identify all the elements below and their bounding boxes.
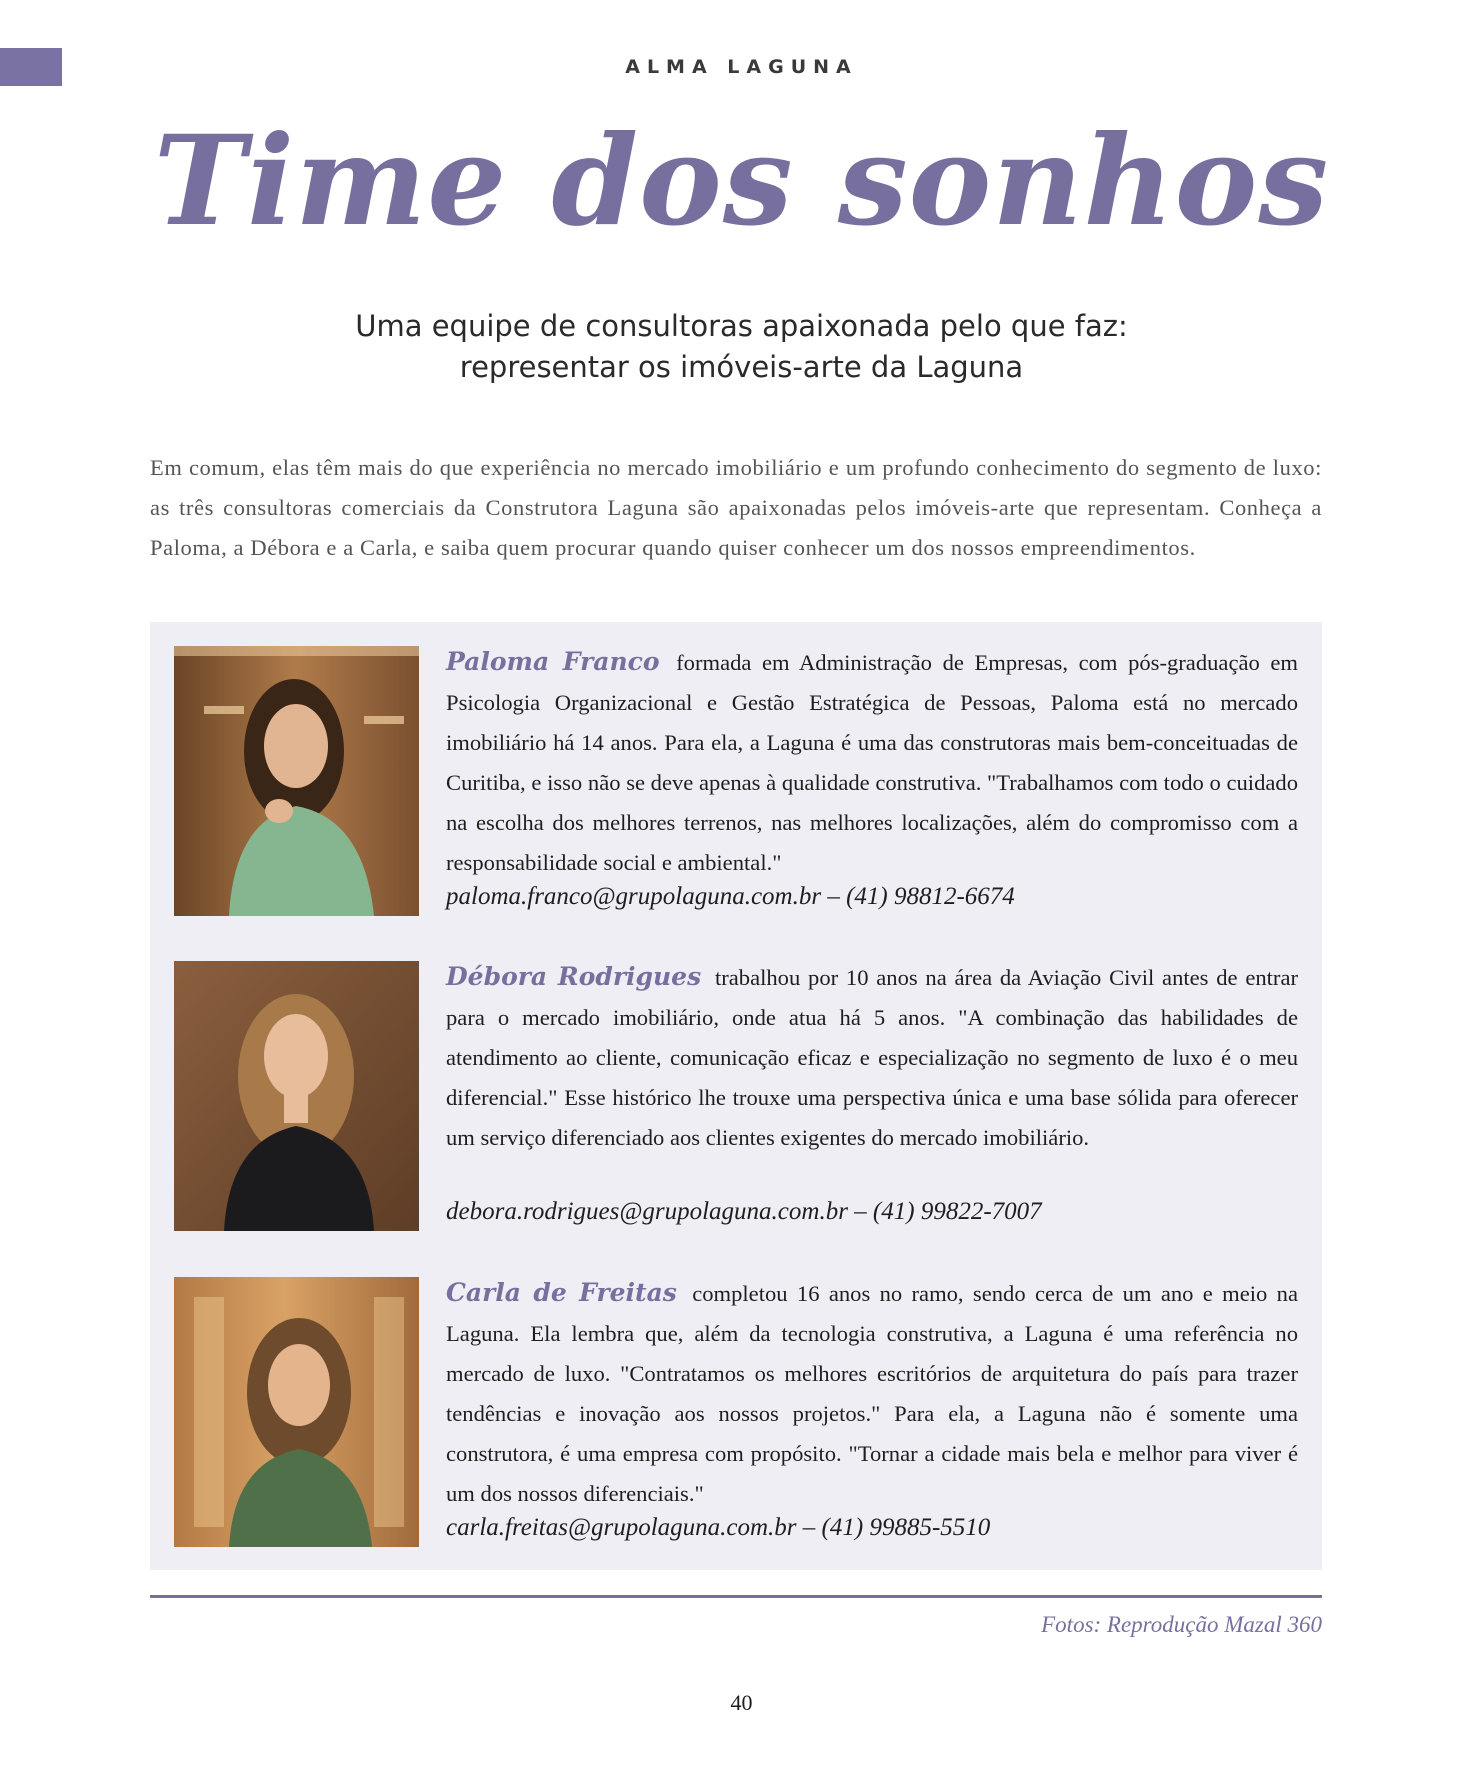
bio-text-carla: completou 16 anos no ramo, sendo cerca de um ano e meio na Laguna. Ela lembra que, além da tecnologia construtiva, a Laguna é uma referência no mercado de luxo. "Contratamos os melhores escritórios de arquitetura do país para trazer tendências e inovação aos nossos projetos." Para ela, a Laguna não é somente uma construtora, é uma empresa com propósito. "Tornar a cidade mais bela e melhor para viver é um dos nossos diferenciais." (446, 1281, 1298, 1506)
name-carla: Carla de Freitas (446, 1278, 677, 1307)
section-label: ALMA LAGUNA (625, 56, 858, 78)
intro-paragraph: Em comum, elas têm mais do que experiência no mercado imobiliário e um profundo conhecimento do segmento de luxo: as três consultoras comerciais da Construtora Laguna são apaixonadas pelos imóveis-arte que representam. Conheça a Paloma, a Débora e a Carla, e saiba quem procurar quando quiser conhecer um dos nossos empreendimentos. (150, 455, 1322, 560)
profiles-box (150, 622, 1322, 1570)
subtitle-line-2: representar os imóveis-arte da Laguna (459, 350, 1024, 384)
contact-debora: debora.rodrigues@grupolaguna.com.br – (41) 99822-7007 (446, 1198, 1042, 1225)
bio-paloma (446, 642, 1298, 883)
contact-paloma: paloma.franco@grupolaguna.com.br – (41) 98812-6674 (446, 883, 1015, 910)
bio-carla (446, 1273, 1298, 1514)
name-debora: Débora Rodrigues (446, 962, 702, 991)
bio-text-debora: trabalhou por 10 anos na área da Aviação Civil antes de entrar para o mercado imobiliário, onde atua há 5 anos. "A combinação das habilidades de atendimento ao cliente, comunicação eficaz e especialização no segmento de luxo é o meu diferencial." Esse histórico lhe trouxe uma perspectiva única e uma base sólida para oferecer um serviço diferenciado aos clientes exigentes do mercado imobiliário. (446, 965, 1298, 1150)
bio-text-paloma: formada em Administração de Empresas, com pós-graduação em Psicologia Organizacional e Gestão Estratégica de Pessoas, Paloma está no mercado imobiliário há 14 anos. Para ela, a Laguna é uma das construtoras mais bem-conceituadas de Curitiba, e isso não se deve apenas à qualidade construtiva. "Trabalhamos com todo o cuidado na escolha dos melhores terrenos, nas melhores localizações, além do compromisso com a responsabilidade social e ambiental." (446, 650, 1298, 875)
contact-carla: carla.freitas@grupolaguna.com.br – (41) 99885-5510 (446, 1514, 991, 1541)
page-number: 40 (730, 1690, 753, 1715)
page-title: Time dos sonhos (153, 109, 1330, 254)
subtitle (0, 306, 1483, 388)
bio-debora (446, 957, 1298, 1158)
photo-paloma (174, 646, 419, 916)
subtitle-line-1: Uma equipe de consultoras apaixonada pelo que faz: (355, 309, 1128, 343)
photo-debora (174, 961, 419, 1231)
name-paloma: Paloma Franco (446, 647, 660, 676)
divider-line (150, 1595, 1322, 1598)
photo-carla (174, 1277, 419, 1547)
photo-credit: Fotos: Reprodução Mazal 360 (1041, 1612, 1322, 1637)
